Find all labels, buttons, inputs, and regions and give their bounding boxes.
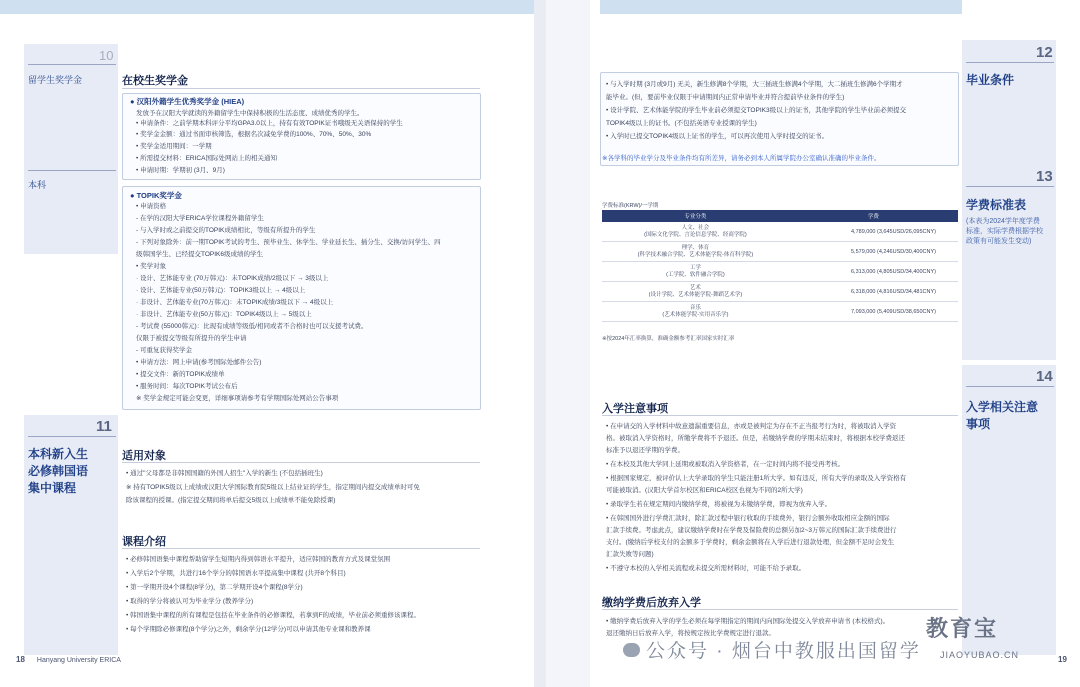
section-13-title: 学费标准表 [966,198,1027,212]
entry-notice-title: 入学注意事项 [602,403,668,415]
title-rule [122,88,480,89]
divider [28,64,116,65]
divider [966,386,1054,387]
table-row: 理学、体育 (科学技术融合学院、艺术体能学院-体育科学院) 5,579,000 (4,246USD/30,400CNY) [602,242,958,262]
page-footer: 19 [1058,655,1067,664]
title-rule [602,415,958,416]
section-12-title: 毕业条件 [966,73,1015,87]
table-row: 工学 (工学院、软件融合学院) 6,313,000 (4,805USD/34,400CNY) [602,262,958,282]
top-band [600,0,962,14]
table-row: 音乐 (艺术体能学院-实用音乐学) 7,093,000 (5,409USD/38,650CNY) [602,302,958,322]
section-number-12: 12 [1036,44,1053,61]
graduation-note: ※各学科的毕业学分及毕业条件均有所差异，请务必到本人所属学院办公室确认准确的毕业条件。 [602,155,881,162]
topik-title: ● TOPIK奖学金 [130,191,182,200]
section-number-11: 11 [96,418,112,435]
fee-caption: 学费标准(KRW)/一学期 [602,203,659,209]
page-footer: 18 Hanyang University ERICA [16,655,121,664]
right-page: 12 毕业条件 13 学费标准表 (本表为2024学年度学费 标准，实际学费根据学校 政策有可能发生变动) 14 入学相关注意 事项 • 与入学时期 (3月或9月) 无关，新生修满8个学期，大三插班生修满4个学期，大二插班生修满6个学期才 能毕业。(但，要前毕业仅限于申请期间内正常申请毕业并符合提前毕业条件的学生) • 设计学院、艺术体能学院的学生毕业前必须提交TOPIK3级以上的证书，其他学院的学生毕业前必须提交 TOPIK4级以上的证书。(不包括英语专业授课的学生) • 入学时已提交TOPIK4级以上证书的学生，可以再次使用入学时提交的证书。 ※各学科的毕业学分及毕业条件均有所差异，请务必到本人所属学院办公室确认准确的毕业条件。 学费标准(KRW)/一学期 专业分类 学费 人文、社会 (国际文化学院、言论信息学院、经商学院) 4,789,000 (3,645USD/26,095CNY) 理学、体育 (科学技术融合学院、艺术体能学院-体育科学院) 5,579,000 (4,246USD/30,400CNY) 工学 (工学院、软件融合学院) 6,313,000 (4,805USD/34,400CNY) 艺术 (设计学院、艺术体能学院-舞蹈艺术学) 6,318,000 (4,816USD/34,481CNY) 音乐 (艺术体能学院-实用音乐学) 7,093,000 (5,409USD/38,650CNY) ※按2024年汇率换算，准确金额参考汇率国家实时汇率 入学注意事项 • 在申请交的入学材料中故意遗漏重要信息，亦或是被判定为存在不正当报考行为时，将被取消入学资 格。被取消入学资格时，所缴学费将不予退还。但是，若缴纳学费的学期未结束时，将根据本校学费返还 标准予以退还学期的学费。 • 在本校及其他大学同上延期或被取消入学资格者，在一定时间内将不接受再考核。 • 根据国家规定，被评价认上大学录取的学生只能注册1所大学。如有违反，所有大学的录取及入学资格有 可能被取消。(汉阳大学首尔校区和ERICA校区也视为不同的2所大学) • 录取学生若在规定期间内缴纳学费，将被视为未缴纳学费，即视为放弃入学。 • 在韩国国外进行学费汇款时，除汇款过程中银行收取的手续费外，银行会额外收取相应金额的国际 汇款手续费。考虑此点，建议缴纳学费时在学费及保险费的总额另加2~3万韩元的国际汇款手续费进行 支付。(缴纳后学校支付的金额多于学费时，剩余金额将在入学后进行退款处理，但金额不足时会发生 汇款失败等问题) • 不遵守本校的入学相关流程或未提交所需材料时，可能不给予录取。 缴纳学费后放弃入学 • 缴纳学费后放弃入学的学生必须在每学期指定的期间内向国际处提交入学放弃申请书 (本校格式)。 退还缴纳日后放弃入学，将按规定按比学费规定进行退款。 19 [546,0,1080,687]
divider [966,62,1054,63]
course-title: 课程介绍 [122,536,166,548]
divider [966,186,1054,187]
table-row: 艺术 (设计学院、艺术体能学院-舞蹈艺术学) 6,318,000 (4,816USD/34,481CNY) [602,282,958,302]
gutter [546,0,590,687]
fee-header-category: 专业分类 [602,210,789,222]
section-14-title: 入学相关注意 事项 [966,400,1039,431]
hiea-title: ● 汉阳外籍学生优秀奖学金 (HIEA) [130,97,245,106]
section-number-14: 14 [1036,368,1053,385]
sidebar-label-scholarship: 留学生奖学金 [28,75,83,85]
target-title: 适用对象 [122,450,166,462]
wechat-icon [623,643,640,657]
watermark-url: JIAOYUBAO.CN [940,650,1020,660]
section-11-title: 本科新入生 必修韩国语 集中课程 [28,447,89,495]
scholarship-title: 在校生奖学金 [122,75,188,87]
deferral-title: 缴纳学费后放弃入学 [602,597,701,609]
fee-table-header [602,210,958,222]
table-row: 人文、社会 (国际文化学院、言论信息学院、经商学院) 4,789,000 (3,645USD/26,095CNY) [602,222,958,242]
divider [28,436,116,437]
fee-header-fee: 学费 [789,210,958,222]
section-13-note: (本表为2024学年度学费 标准，实际学费根据学校 政策有可能发生变动) [966,218,1043,245]
fee-table [602,210,958,322]
title-rule [122,462,480,463]
left-page: 10 留学生奖学金 本科 11 本科新入生 必修韩国语 集中课程 在校生奖学金 ● 汉阳外籍学生优秀奖学金 (HIEA) 发放予在汉阳大学就读的外籍留学生中保持积极的生活态度、成绩优秀的学生。 • 申请条件：之前学期本科评分平均GPA3.0以上，持有有效TOPIK证书哦级无关语保持的学生 • 奖学金金额：通过书面审核筛选，根据名次减免学费的100%、70%、50%、30% • 奖学金适用期间：一学期 • 所需提交材料：ERICA国际处网站上的相关通知 • 申请时期：学期初 (3月、9月) ● TOPIK奖学金 • 申请资格 - 在学的汉阳大学ERICA学位课程外籍留学生 - 与入学时或之前提交的TOPIK成绩相比，等级有所提升的学生 - 下列对象除外：前一期TOPIK考试的考生、预毕业生、休学生、学业延长生、插分生、交换/访问学生、四 级韩国学生、已经提交TOPIK6级成绩的学生 • 奖学对象 · 设计、艺体能专业 (70万韩元)：未TOPIK成绩/2级以下 → 3级以上 · 设计、艺体能专业(50万韩元)：TOPIK3级以上 → 4级以上 · 非设计、艺体能专业(70万韩元)：未TOPIK成绩/3级以下 → 4级以上 · 非设计、艺体能专业(50万韩元)：TOPIK4级以上 → 5级以上 - 考试费 (55000韩元)：比现有成绩等级低/相同或者不合格时也可以支援考试费。 仅限于被提交等级有所提升的学生申请 - 可重复获得奖学金 • 申请方法：网上申请(参考国际处邮件公告) • 提交文件：新的TOPIK成绩单 • 服务时间：每次TOPIK考试公布后 ※ 奖学金规定可能会变更，详细事项请参考有学期国际处网站公告事项 适用对象 • 通过"父母都是非韩国国籍的外国人招生"入学的新生 (不包括插班生) ※ 持有TOPIK5级以上成绩或汉阳大学国际教育院5级以上结业证的学生，指定期间内提交成绩单时可免 除该课程的授课。(指定提交期间将单后提交5级以上成绩单不能免除授课) 课程介绍 • 必修韩国语集中课程帮助留学生短期内得到韩语水平提升，适应韩国的教育方式及课堂氛围 • 入学后2个学期，共进行16个学分的韩国语水平提高集中课程 (共开8个科目) • 第一学期开设4个课程(8学分)，第二学期开设4个课程(8学分) • 取得的学分将被认可为毕业学分 (教养学分) • 韩国语集中课程的所有课程是包括在毕业条件的必修课程，若拿到F的成绩，毕业前必须重修该课程。 • 每个学期除必修课程(8个学分)之外，剩余学分(12学分)可以申请其他专业课和教养课 18 Hanyang University ERICA [0,0,534,687]
divider [28,170,116,171]
title-rule [602,609,958,610]
right-sidebar-fee [962,165,1056,360]
section-number: 10 [99,48,114,63]
fee-footnote: ※按2024年汇率换算，准确金额参考汇率国家实时汇率 [602,336,735,342]
section-number-13: 13 [1036,168,1053,185]
top-band [0,0,534,14]
title-rule [122,548,480,549]
watermark-text: 公众号 · 烟台中教服出国留学 [646,641,921,662]
watermark-brand: 教育宝 [926,616,999,641]
sidebar-label-undergrad: 本科 [28,180,47,190]
